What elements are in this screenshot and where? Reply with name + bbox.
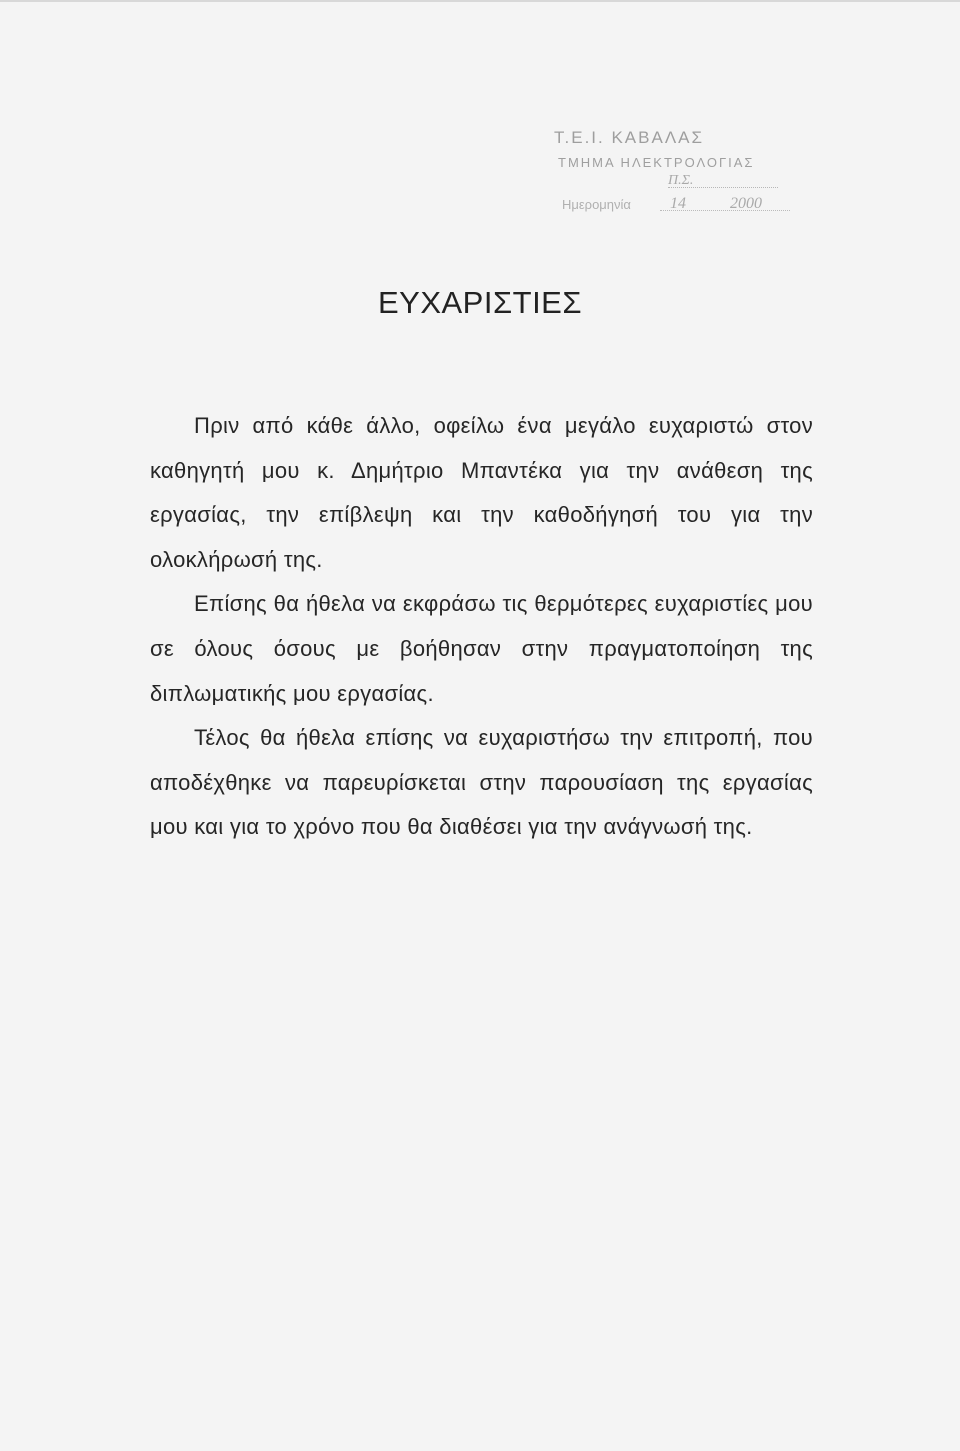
paragraph-thanks-helpers: Επίσης θα ήθελα να εκφράσω τις θερμότερες ευχαριστίες μου σε όλους όσους με βοήθησαν στην πραγματοποίηση της διπλωματικής μου εργασίας. <box>150 591 813 706</box>
stamp-date-label: Ημερομηνία <box>562 197 631 212</box>
scan-edge <box>0 0 960 2</box>
page-title: ΕΥΧΑΡΙΣΤΙΕΣ <box>377 285 583 320</box>
stamp-department: ΤΜΗΜΑ ΗΛΕΚΤΡΟΛΟΓΙΑΣ <box>558 155 755 170</box>
paragraph-intro: Πριν από κάθε άλλο, οφείλω ένα μεγάλο ευχαριστώ στον καθηγητή μου κ. Δημήτριο Μπαντέκα για την ανάθεση της εργασίας, την επίβλεψη και την καθοδήγησή του για την ολοκλήρωσή της. <box>150 413 813 572</box>
stamp-date-day: 14 <box>670 195 686 212</box>
stamp-date-underline <box>660 210 790 211</box>
acknowledgements-body <box>150 404 813 850</box>
paragraph-thanks-committee: Τέλος θα ήθελα επίσης να ευχαριστήσω την επιτροπή, που αποδέχθηκε να παρευρίσκεται στην παρουσίαση της εργασίας μου και για το χρόνο που θα διαθέσει για την ανάγνωσή της. <box>150 725 813 840</box>
stamp-registry-number: Π.Σ. <box>668 173 778 188</box>
stamp-date-year: 2000 <box>730 195 762 212</box>
institution-stamp <box>548 120 828 220</box>
stamp-institution: Τ.Ε.Ι. ΚΑΒΑΛΑΣ <box>554 128 705 147</box>
